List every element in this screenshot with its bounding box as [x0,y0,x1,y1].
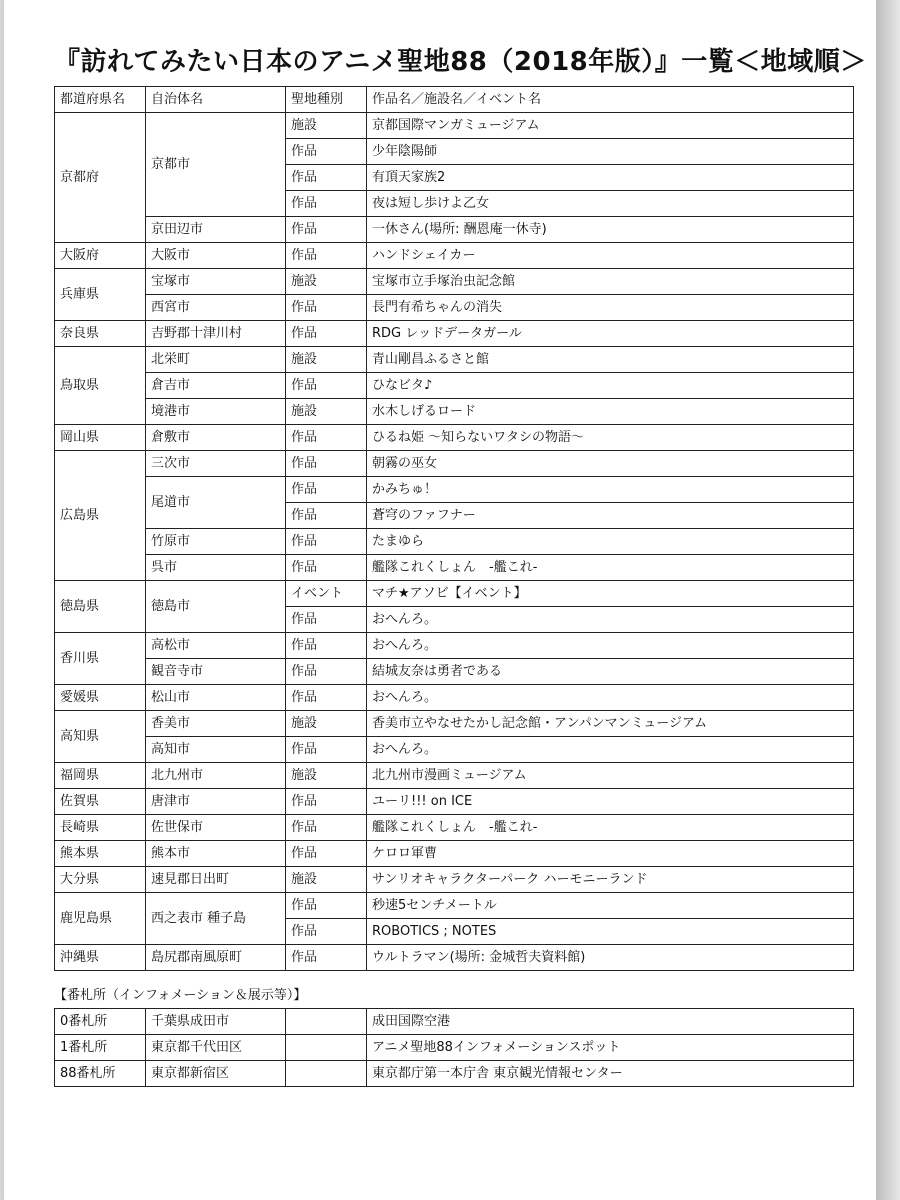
pref-cell: 大分県 [55,867,146,893]
type-cell: 作品 [286,295,367,321]
seichi-table [54,86,854,971]
city-cell: 北九州市 [146,763,286,789]
type-cell: 作品 [286,659,367,685]
type-cell: 作品 [286,321,367,347]
name-cell: ひるね姫 ～知らないワタシの物語～ [367,425,854,451]
type-cell: 作品 [286,165,367,191]
name-cell: 少年陰陽師 [367,139,854,165]
table-row [55,789,854,815]
name-cell: 青山剛昌ふるさと館 [367,347,854,373]
name-cell: ウルトラマン(場所: 金城哲夫資料館) [367,945,854,971]
name-cell: 北九州市漫画ミュージアム [367,763,854,789]
name-cell: 朝霧の巫女 [367,451,854,477]
header-pref: 都道府県名 [55,87,146,113]
city-cell: 尾道市 [146,477,286,529]
fudasho-section-label: 【番札所（インフォメーション＆展示等）】 [54,988,307,1003]
pref-cell: 徳島県 [55,581,146,633]
type-cell: 作品 [286,477,367,503]
name-cell: おへんろ。 [367,737,854,763]
type-cell: 施設 [286,269,367,295]
type-cell: 作品 [286,425,367,451]
city-cell: 高知市 [146,737,286,763]
header-name: 作品名／施設名／イベント名 [367,87,854,113]
name-cell: 長門有希ちゃんの消失 [367,295,854,321]
type-cell: 施設 [286,399,367,425]
name-cell: ROBOTICS ; NOTES [367,919,854,945]
type-cell: 作品 [286,789,367,815]
fudasho-name: 成田国際空港 [367,1009,854,1035]
name-cell: 宝塚市立手塚治虫記念館 [367,269,854,295]
pref-cell: 鳥取県 [55,347,146,425]
city-cell: 倉敷市 [146,425,286,451]
name-cell: ユーリ!!! on ICE [367,789,854,815]
page-edge-shadow [876,0,900,1200]
city-cell: 北栄町 [146,347,286,373]
name-cell: 香美市立やなせたかし記念館・アンパンマンミュージアム [367,711,854,737]
city-cell: 境港市 [146,399,286,425]
name-cell: かみちゅ！ [367,477,854,503]
type-cell: 作品 [286,919,367,945]
fudasho-name: 東京都庁第一本庁舎 東京観光情報センター [367,1061,854,1087]
city-cell: 倉吉市 [146,373,286,399]
type-cell: 作品 [286,841,367,867]
table-row [55,763,854,789]
fudasho-number: 1番札所 [55,1035,146,1061]
table-row [55,1061,854,1087]
table-row [55,529,854,555]
pref-cell: 沖縄県 [55,945,146,971]
pref-cell: 長崎県 [55,815,146,841]
city-cell: 徳島市 [146,581,286,633]
table-row [55,399,854,425]
type-cell: イベント [286,581,367,607]
table-row [55,581,854,607]
table-row [55,659,854,685]
type-cell: 施設 [286,711,367,737]
pref-cell: 鹿児島県 [55,893,146,945]
fudasho-type [286,1009,367,1035]
type-cell: 作品 [286,737,367,763]
name-cell: 結城友奈は勇者である [367,659,854,685]
name-cell: 夜は短し歩けよ乙女 [367,191,854,217]
city-cell: 松山市 [146,685,286,711]
pref-cell: 熊本県 [55,841,146,867]
city-cell: 西宮市 [146,295,286,321]
pref-cell: 京都府 [55,113,146,243]
type-cell: 作品 [286,503,367,529]
fudasho-name: アニメ聖地88インフォメーションスポット [367,1035,854,1061]
name-cell: おへんろ。 [367,685,854,711]
fudasho-place: 東京都新宿区 [146,1061,286,1087]
city-cell: 大阪市 [146,243,286,269]
name-cell: 艦隊これくしょん -艦これ- [367,555,854,581]
table-row [55,841,854,867]
type-cell: 作品 [286,451,367,477]
city-cell: 速見郡日出町 [146,867,286,893]
type-cell: 作品 [286,217,367,243]
table-row [55,113,854,139]
table-row [55,1035,854,1061]
type-cell: 作品 [286,139,367,165]
city-cell: 京都市 [146,113,286,217]
table-row [55,737,854,763]
fudasho-type [286,1061,367,1087]
type-cell: 作品 [286,529,367,555]
table-row [55,685,854,711]
fudasho-number: 88番札所 [55,1061,146,1087]
type-cell: 作品 [286,191,367,217]
pref-cell: 大阪府 [55,243,146,269]
type-cell: 作品 [286,633,367,659]
table-header-row [55,87,854,113]
pref-cell: 香川県 [55,633,146,685]
city-cell: 佐世保市 [146,815,286,841]
name-cell: マチ★アソビ【イベント】 [367,581,854,607]
city-cell: 三次市 [146,451,286,477]
name-cell: ひなビタ♪ [367,373,854,399]
name-cell: RDG レッドデータガール [367,321,854,347]
name-cell: 有頂天家族2 [367,165,854,191]
table-row [55,217,854,243]
name-cell: サンリオキャラクターパーク ハーモニーランド [367,867,854,893]
table-row [55,555,854,581]
name-cell: 蒼穹のファフナー [367,503,854,529]
table-row [55,477,854,503]
table-row [55,451,854,477]
pref-cell: 高知県 [55,711,146,763]
type-cell: 作品 [286,945,367,971]
name-cell: おへんろ。 [367,633,854,659]
table-row [55,711,854,737]
type-cell: 作品 [286,607,367,633]
document-page [4,0,876,1200]
fudasho-table [54,1008,854,1087]
city-cell: 島尻郡南風原町 [146,945,286,971]
table-row [55,1009,854,1035]
table-row [55,867,854,893]
type-cell: 施設 [286,113,367,139]
type-cell: 作品 [286,893,367,919]
name-cell: ケロロ軍曹 [367,841,854,867]
table-row [55,945,854,971]
table-row [55,347,854,373]
pref-cell: 兵庫県 [55,269,146,321]
pref-cell: 広島県 [55,451,146,581]
city-cell: 香美市 [146,711,286,737]
table-row [55,321,854,347]
fudasho-number: 0番札所 [55,1009,146,1035]
pref-cell: 愛媛県 [55,685,146,711]
type-cell: 作品 [286,815,367,841]
header-type: 聖地種別 [286,87,367,113]
city-cell: 竹原市 [146,529,286,555]
header-city: 自治体名 [146,87,286,113]
table-row [55,425,854,451]
name-cell: 水木しげるロード [367,399,854,425]
type-cell: 作品 [286,243,367,269]
city-cell: 吉野郡十津川村 [146,321,286,347]
city-cell: 宝塚市 [146,269,286,295]
city-cell: 唐津市 [146,789,286,815]
table-row [55,269,854,295]
city-cell: 観音寺市 [146,659,286,685]
city-cell: 呉市 [146,555,286,581]
pref-cell: 福岡県 [55,763,146,789]
type-cell: 施設 [286,347,367,373]
fudasho-type [286,1035,367,1061]
city-cell: 高松市 [146,633,286,659]
city-cell: 西之表市 種子島 [146,893,286,945]
city-cell: 熊本市 [146,841,286,867]
table-row [55,815,854,841]
table-row [55,633,854,659]
type-cell: 作品 [286,685,367,711]
type-cell: 作品 [286,373,367,399]
name-cell: 京都国際マンガミュージアム [367,113,854,139]
fudasho-place: 千葉県成田市 [146,1009,286,1035]
fudasho-place: 東京都千代田区 [146,1035,286,1061]
city-cell: 京田辺市 [146,217,286,243]
name-cell: おへんろ。 [367,607,854,633]
table-row [55,295,854,321]
type-cell: 施設 [286,763,367,789]
table-row [55,893,854,919]
pref-cell: 佐賀県 [55,789,146,815]
type-cell: 作品 [286,555,367,581]
name-cell: 秒速5センチメートル [367,893,854,919]
table-row [55,373,854,399]
page-title: 『訪れてみたい日本のアニメ聖地88（2018年版）』一覧＜地域順＞ [54,47,867,77]
pref-cell: 奈良県 [55,321,146,347]
table-row [55,243,854,269]
type-cell: 施設 [286,867,367,893]
pref-cell: 岡山県 [55,425,146,451]
name-cell: 艦隊これくしょん -艦これ- [367,815,854,841]
name-cell: ハンドシェイカー [367,243,854,269]
name-cell: 一休さん(場所: 酬恩庵一休寺) [367,217,854,243]
name-cell: たまゆら [367,529,854,555]
